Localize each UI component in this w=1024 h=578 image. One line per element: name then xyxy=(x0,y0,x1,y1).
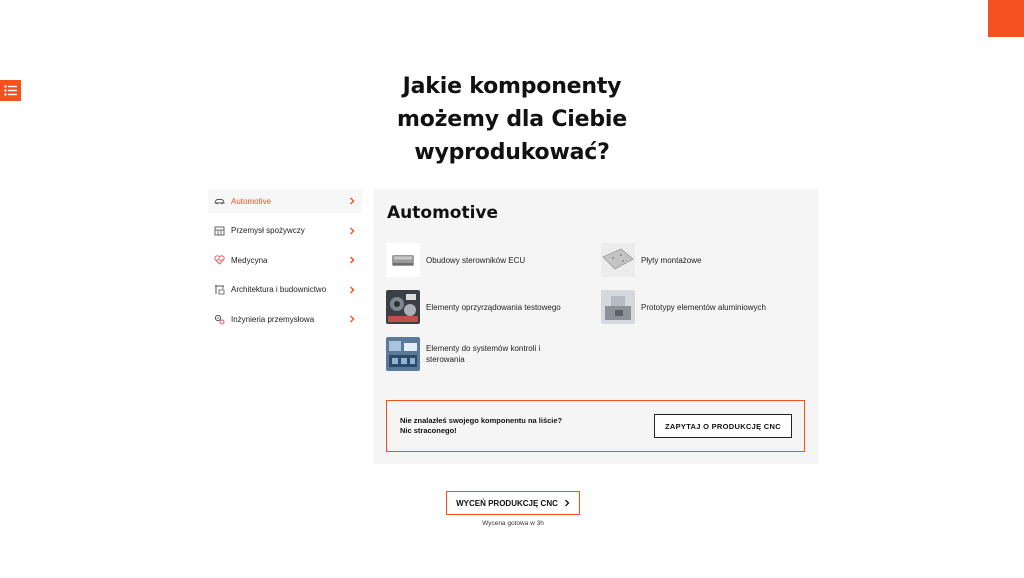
quote-cnc-production-button[interactable] xyxy=(446,491,580,515)
sidebar-item-automotive[interactable] xyxy=(208,189,362,213)
corner-accent-box xyxy=(988,0,1024,37)
list-icon xyxy=(4,85,17,96)
product-item-label: Płyty montażowe xyxy=(641,255,702,265)
list-menu-toggle[interactable] xyxy=(0,80,21,101)
heading-line-1: Jakie komponenty xyxy=(402,74,622,99)
product-item-label-line-2: sterowania xyxy=(426,355,465,364)
sidebar-item-label: Inżynieria przemysłowa xyxy=(231,314,315,324)
gears-icon xyxy=(214,314,225,325)
product-item-mounting-plates[interactable] xyxy=(601,243,701,277)
sidebar-item-industrial-engineering[interactable] xyxy=(208,307,362,331)
chevron-right-icon xyxy=(564,499,570,507)
product-item-label: Prototypy elementów aluminiowych xyxy=(641,302,766,312)
category-panel xyxy=(374,189,818,464)
control-system-thumb xyxy=(386,337,420,371)
product-item-aluminium-prototypes[interactable] xyxy=(601,290,766,324)
industry-sidebar xyxy=(208,189,362,337)
car-icon xyxy=(214,196,225,207)
quote-time-note: Wycena gotowa w 3h xyxy=(482,520,544,527)
aluminium-prototype-thumb xyxy=(601,290,635,324)
factory-icon xyxy=(214,225,225,236)
chevron-right-icon xyxy=(348,197,356,205)
crane-icon xyxy=(214,284,225,295)
chevron-right-icon xyxy=(348,315,356,323)
sidebar-item-architecture[interactable] xyxy=(208,278,362,302)
chevron-right-icon xyxy=(348,256,356,264)
not-found-cta-box xyxy=(386,400,805,452)
chevron-right-icon xyxy=(348,227,356,235)
product-item-test-fixtures[interactable] xyxy=(386,290,561,324)
chevron-right-icon xyxy=(348,286,356,294)
sidebar-item-label: Automotive xyxy=(231,196,272,206)
sidebar-item-label: Medycyna xyxy=(231,255,268,265)
cta-message xyxy=(400,416,562,436)
cta-line-2: Nic straconego! xyxy=(400,426,457,435)
mounting-plate-thumb xyxy=(601,243,635,277)
product-item-label xyxy=(426,343,540,365)
sidebar-item-label: Architektura i budownictwo xyxy=(231,285,327,294)
product-item-ecu-housings[interactable] xyxy=(386,243,525,277)
product-item-control-systems[interactable] xyxy=(386,337,540,371)
sidebar-item-food-industry[interactable] xyxy=(208,219,362,243)
product-item-label: Elementy oprzyrządowania testowego xyxy=(426,302,561,312)
sidebar-item-label: Przemysł spożywczy xyxy=(231,226,305,235)
product-item-label: Obudowy sterowników ECU xyxy=(426,255,526,265)
panel-title: Automotive xyxy=(387,203,499,223)
heart-pulse-icon xyxy=(214,255,225,266)
ask-cnc-production-button[interactable]: ZAPYTAJ O PRODUKCJĘ CNC xyxy=(654,414,792,438)
ecu-housing-thumb xyxy=(386,243,420,277)
heading-line-2: możemy dla Ciebie xyxy=(397,107,627,132)
page-heading xyxy=(362,70,662,169)
test-fixture-thumb xyxy=(386,290,420,324)
sidebar-item-medicine[interactable] xyxy=(208,248,362,272)
product-item-label-line-1: Elementy do systemów kontroli i xyxy=(426,344,541,353)
cta-line-1: Nie znalazłeś swojego komponentu na liście? xyxy=(400,416,563,425)
quote-button-label: WYCEŃ PRODUKCJĘ CNC xyxy=(456,498,558,508)
heading-line-3: wyprodukować? xyxy=(414,140,610,165)
